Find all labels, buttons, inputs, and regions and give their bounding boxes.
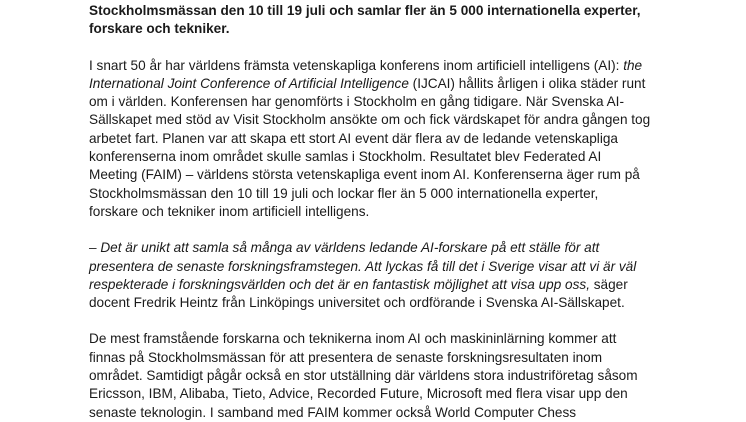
- lead-line: forskare och tekniker.: [89, 21, 230, 37]
- text-span: säger: [589, 276, 628, 292]
- paragraph-gap: [89, 221, 739, 239]
- quote-line: – Det är unikt att samla så många av världens ledande AI-forskare på ett ställe för att: [89, 240, 600, 256]
- document-page: [89, 2, 739, 422]
- conference-name-italic: the: [623, 57, 643, 73]
- paragraph-line: [89, 57, 739, 75]
- paragraph-gap: [89, 312, 739, 330]
- paragraph-line: om i världen. Konferensen har genomförts i Stockholm en gång tidigare. När Svenska AI-: [89, 94, 624, 110]
- paragraph-line: arbetet fart. Planen var att skapa ett stort AI event där flera av de ledande vetenskapliga: [89, 130, 618, 146]
- paragraph-line: forskare och tekniker inom artificiell intelligens.: [89, 203, 370, 219]
- quote-line: [89, 276, 739, 294]
- paragraph-line: Stockholmsmässan den 10 till 19 juli och lockar fler än 5 000 internationella experter,: [89, 185, 599, 201]
- paragraph-line: senaste teknologin. I samband med FAIM kommer också World Computer Chess: [89, 404, 577, 420]
- quote-paragraph: [89, 239, 739, 312]
- paragraph-line: Meeting (FAIM) – världens största vetenskapliga event inom AI. Konferenserna äger rum på: [89, 167, 640, 183]
- event-paragraph: [89, 330, 739, 421]
- paragraph-line: [89, 75, 739, 93]
- text-span: I snart 50 år har världens främsta vetenskapliga konferens inom artificiell intelligens (AI):: [89, 57, 624, 73]
- paragraph-gap: [89, 39, 739, 57]
- paragraph-line: området. Samtidigt pågår också en stor utställning där världens stora industriföretag såsom: [89, 368, 638, 384]
- lead-paragraph: [89, 2, 739, 39]
- intro-paragraph: [89, 57, 739, 222]
- attribution-line: docent Fredrik Heintz från Linköpings universitet och ordförande i Svenska AI-Sällskapet.: [89, 295, 625, 311]
- lead-line: Stockholmsmässan den 10 till 19 juli och samlar fler än 5 000 internationella experter,: [89, 3, 641, 18]
- paragraph-line: Ericsson, IBM, Alibaba, Tieto, Advice, Recorded Future, Microsoft med flera visar upp den: [89, 386, 628, 402]
- quote-line: presentera de senaste forskningsframstegen. Att lyckas få till det i Sverige visar att vi är väl: [89, 258, 637, 274]
- paragraph-line: Sällskapet med stöd av Visit Stockholm ansökte om och fick värdskapet för andra gången tog: [89, 112, 651, 128]
- conference-name-italic: International Joint Conference of Artificial Intelligence: [89, 75, 409, 91]
- quote-italic: respekterade i forskningsvärlden och det är en fantastisk möjlighet att visa upp oss,: [89, 276, 590, 292]
- paragraph-line: konferenserna inom området skulle samlas i Stockholm. Resultatet blev Federated AI: [89, 149, 602, 165]
- text-span: (IJCAI) hållits årligen i olika städer runt: [408, 75, 646, 91]
- paragraph-line: De mest framstående forskarna och teknikerna inom AI och maskininlärning kommer att: [89, 331, 617, 347]
- paragraph-line: finnas på Stockholmsmässan för att presentera de senaste forskningsresultaten inom: [89, 349, 603, 365]
